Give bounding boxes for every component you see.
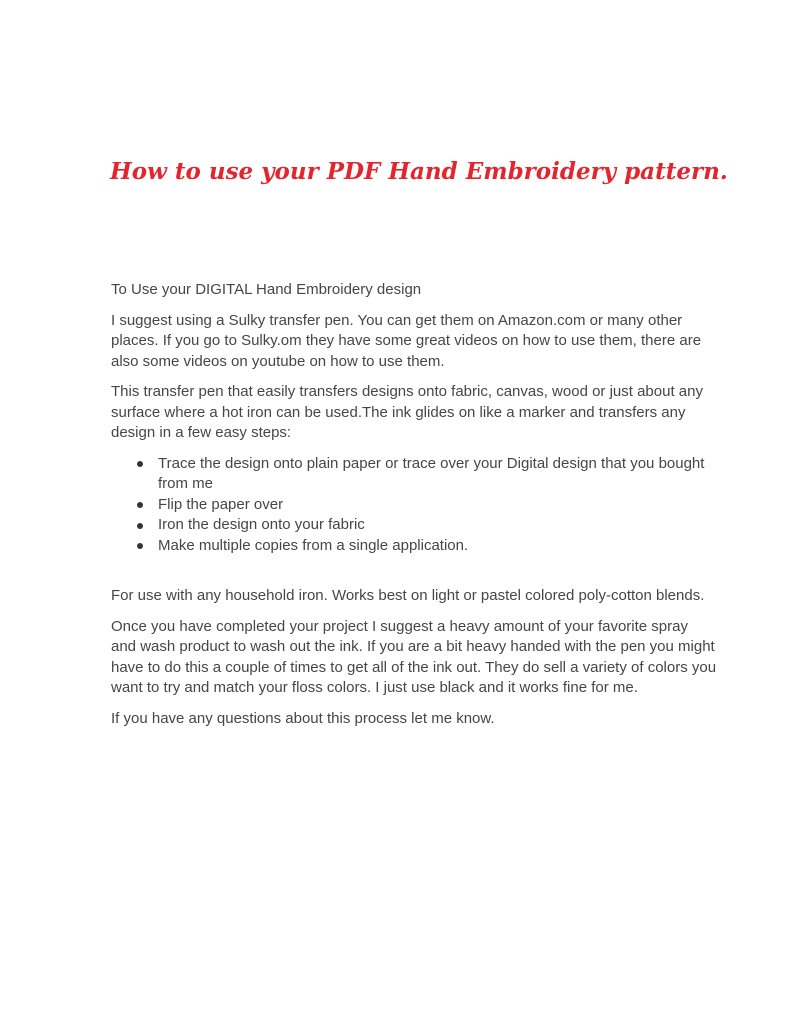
- list-item-text: Trace the design onto plain paper or trace over your Digital design that you bought from me: [158, 454, 705, 492]
- list-item-text: Iron the design onto your fabric: [158, 516, 365, 533]
- list-item-text: Make multiple copies from a single application.: [158, 536, 469, 554]
- list-item: [111, 454, 717, 495]
- section-heading: To Use your DIGITAL Hand Embroidery design: [111, 281, 422, 298]
- document-body: [111, 280, 717, 739]
- bullet-icon: [137, 502, 143, 508]
- paragraph-household-iron: For use with any household iron. Works best on light or pastel colored poly-cotton blends.: [111, 587, 705, 604]
- paragraph-wash-out: Once you have completed your project I suggest a heavy amount of your favorite spray and wash product to wash out the ink. If you are a bit heavy handed with the pen you might have to do this a couple of times to get all of the ink out. They do sell a variety of colors you want to try and match your floss colors. I just use black and it works fine for me.: [111, 617, 717, 696]
- paragraph-transfer-pen: I suggest using a Sulky transfer pen. You can get them on Amazon.com or many other places. If you go to Sulky.om they have some great videos on how to use them, there are also some videos on youtube on how to use them.: [111, 311, 702, 370]
- steps-list: [111, 454, 717, 557]
- page-title: How to use your PDF Hand Embroidery pattern.: [110, 158, 728, 185]
- paragraph-transfer-description: This transfer pen that easily transfers designs onto fabric, canvas, wood or just about any surface where a hot iron can be used.The ink glides on like a marker and transfers any design in a few easy steps:: [111, 383, 703, 441]
- list-item-text: Flip the paper over: [158, 495, 284, 513]
- bullet-icon: [137, 523, 143, 529]
- list-item: [111, 495, 717, 516]
- list-item: [111, 515, 717, 536]
- bullet-icon: [137, 461, 143, 467]
- bullet-icon: [137, 543, 143, 549]
- paragraph-questions: If you have any questions about this process let me know.: [111, 709, 495, 727]
- list-item: [111, 536, 717, 557]
